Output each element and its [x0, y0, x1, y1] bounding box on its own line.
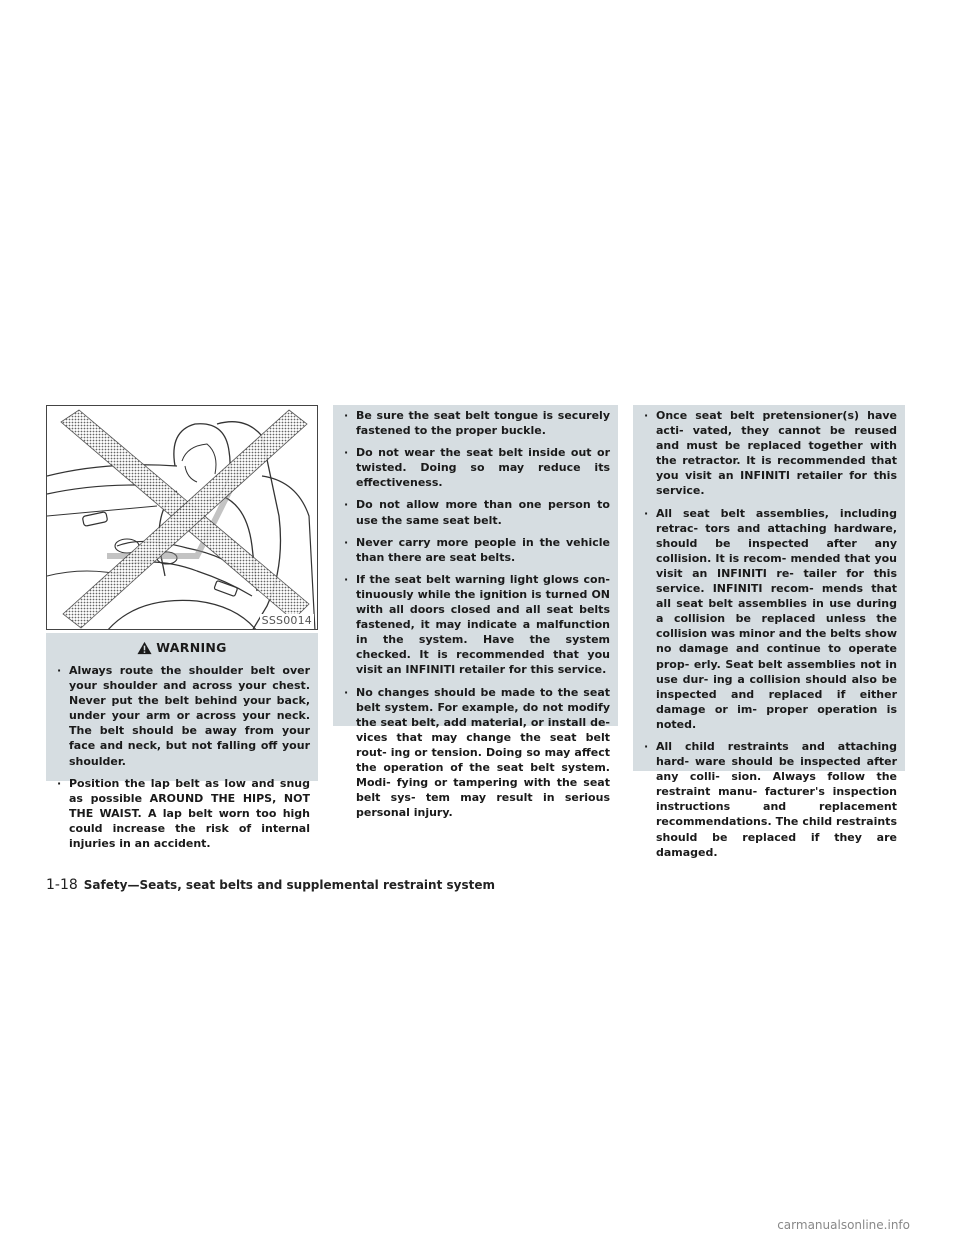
- warning-title: WARNING: [156, 640, 227, 655]
- figure-code: SSS0014: [261, 614, 312, 627]
- seatbelt-illustration: [46, 405, 318, 630]
- page-number: 1-18: [46, 877, 78, 893]
- warning-box: [46, 633, 318, 851]
- list-item: · Always route the shoulder belt over your shoulder and across your chest. Never put the belt behind your back, under your arm or across your neck. The belt should be away from your face and neck, but not falling off your shoulder.: [54, 663, 310, 769]
- list-item: · If the seat belt warning light glows con- tinuously while the ignition is turned ON with all doors closed and all seat belts fastened, it may indicate a malfunction in the system. Have the system checked. It is recommended that you visit an INFINITI retailer for this service.: [341, 572, 610, 678]
- warning-list: [54, 663, 310, 851]
- warning-column-2: [333, 405, 618, 820]
- list-item: · Do not wear the seat belt inside out or twisted. Doing so may reduce its effectiveness.: [341, 445, 610, 490]
- list-item: · Once seat belt pretensioner(s) have acti- vated, they cannot be reused and must be replaced together with the retractor. It is recommended that you visit an INFINITI retailer for this service.: [641, 408, 897, 499]
- list-item: · Never carry more people in the vehicle than there are seat belts.: [341, 535, 610, 565]
- list-item: · Be sure the seat belt tongue is securely fastened to the proper buckle.: [341, 408, 610, 438]
- warning-list-3: [641, 405, 897, 860]
- warning-heading: [54, 640, 310, 655]
- list-item: · All seat belt assemblies, including retrac- tors and attaching hardware, should be inspected after any collision. It is recom- mended that you visit an INFINITI re- tailer for this service. INFINITI recom- mends that all seat belt assemblies in use during a collision be replaced unless the collision was minor and the belts show no damage and continue to operate prop- erly. Seat belt assemblies not in use dur- ing a collision should also be inspected and replaced if either damage or im- proper operation is noted.: [641, 506, 897, 732]
- list-item: · All child restraints and attaching hard- ware should be inspected after any colli- sion. Always follow the restraint manu- facturer's inspection instructions and replacement recommendations. The child restraints should be replaced if they are damaged.: [641, 739, 897, 860]
- warning-column-3: [633, 405, 905, 859]
- section-title: Safety—Seats, seat belts and supplemental restraint system: [83, 878, 495, 892]
- list-item: · Do not allow more than one person to use the same seat belt.: [341, 497, 610, 527]
- list-item: · Position the lap belt as low and snug as possible AROUND THE HIPS, NOT THE WAIST. A lap belt worn too high could increase the risk of internal injuries in an accident.: [54, 776, 310, 851]
- page-footer: [46, 877, 495, 893]
- watermark-link[interactable]: carmanualsonline.info: [777, 1218, 910, 1232]
- seatbelt-drawing: [47, 406, 318, 630]
- list-item: · No changes should be made to the seat belt system. For example, do not modify the seat belt, add material, or install de- vices that may change the seat belt rout- ing or tension. Doing so may affect the operation of the seat belt system. Modi- fying or tampering with the seat belt sys- tem may result in serious personal injury.: [341, 685, 610, 821]
- warning-triangle-icon: [137, 641, 152, 655]
- warning-list-2: [341, 405, 610, 820]
